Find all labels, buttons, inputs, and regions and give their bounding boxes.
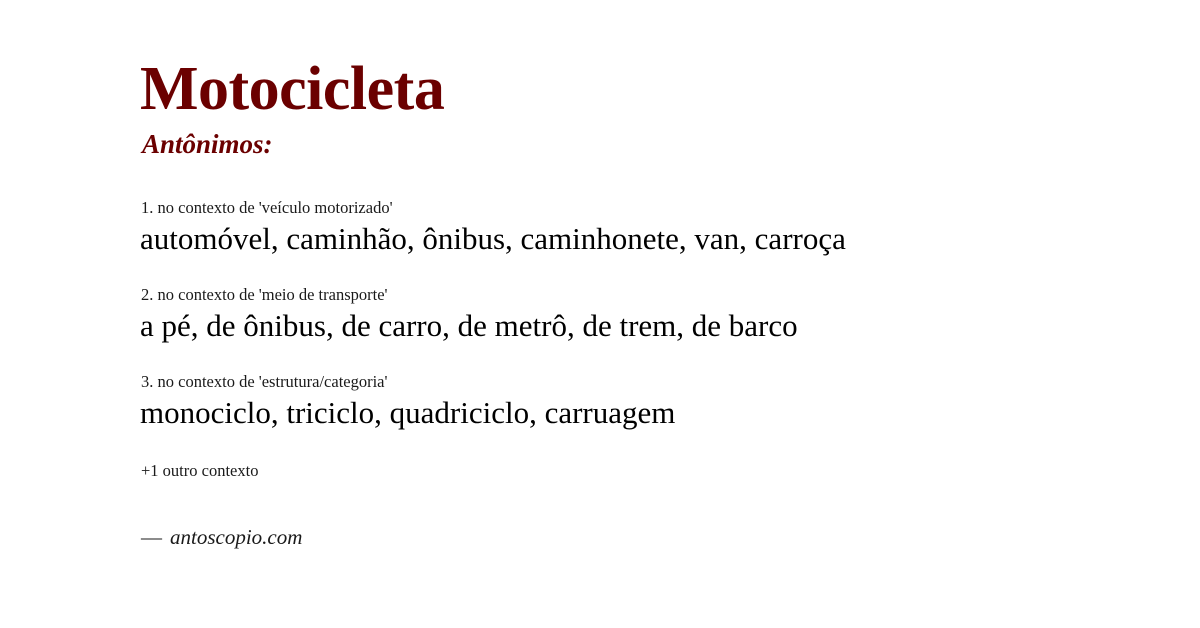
em-dash-icon: —	[141, 525, 162, 550]
sense-context-label: 3. no contexto de 'estrutura/categoria'	[141, 371, 388, 391]
sense-context-label: 2. no contexto de 'meio de transporte'	[141, 284, 388, 304]
entry-subtitle: Antônimos:	[142, 128, 273, 159]
more-contexts-note: +1 outro contexto	[141, 461, 259, 481]
sense-terms: a pé, de ônibus, de carro, de metrô, de trem, de barco	[140, 307, 798, 343]
source-name: antoscopio.com	[170, 525, 303, 550]
sense-terms: monociclo, triciclo, quadriciclo, carruagem	[140, 394, 676, 430]
source-attribution	[141, 525, 1100, 550]
sense-terms: automóvel, caminhão, ônibus, caminhonete, van, carroça	[140, 220, 846, 256]
list-item	[140, 372, 1100, 432]
sense-list	[140, 198, 1100, 431]
list-item	[140, 198, 1100, 258]
sense-context-label: 1. no contexto de 'veículo motorizado'	[141, 197, 393, 217]
page-title: Motocicleta	[140, 55, 445, 123]
list-item	[140, 285, 1100, 345]
